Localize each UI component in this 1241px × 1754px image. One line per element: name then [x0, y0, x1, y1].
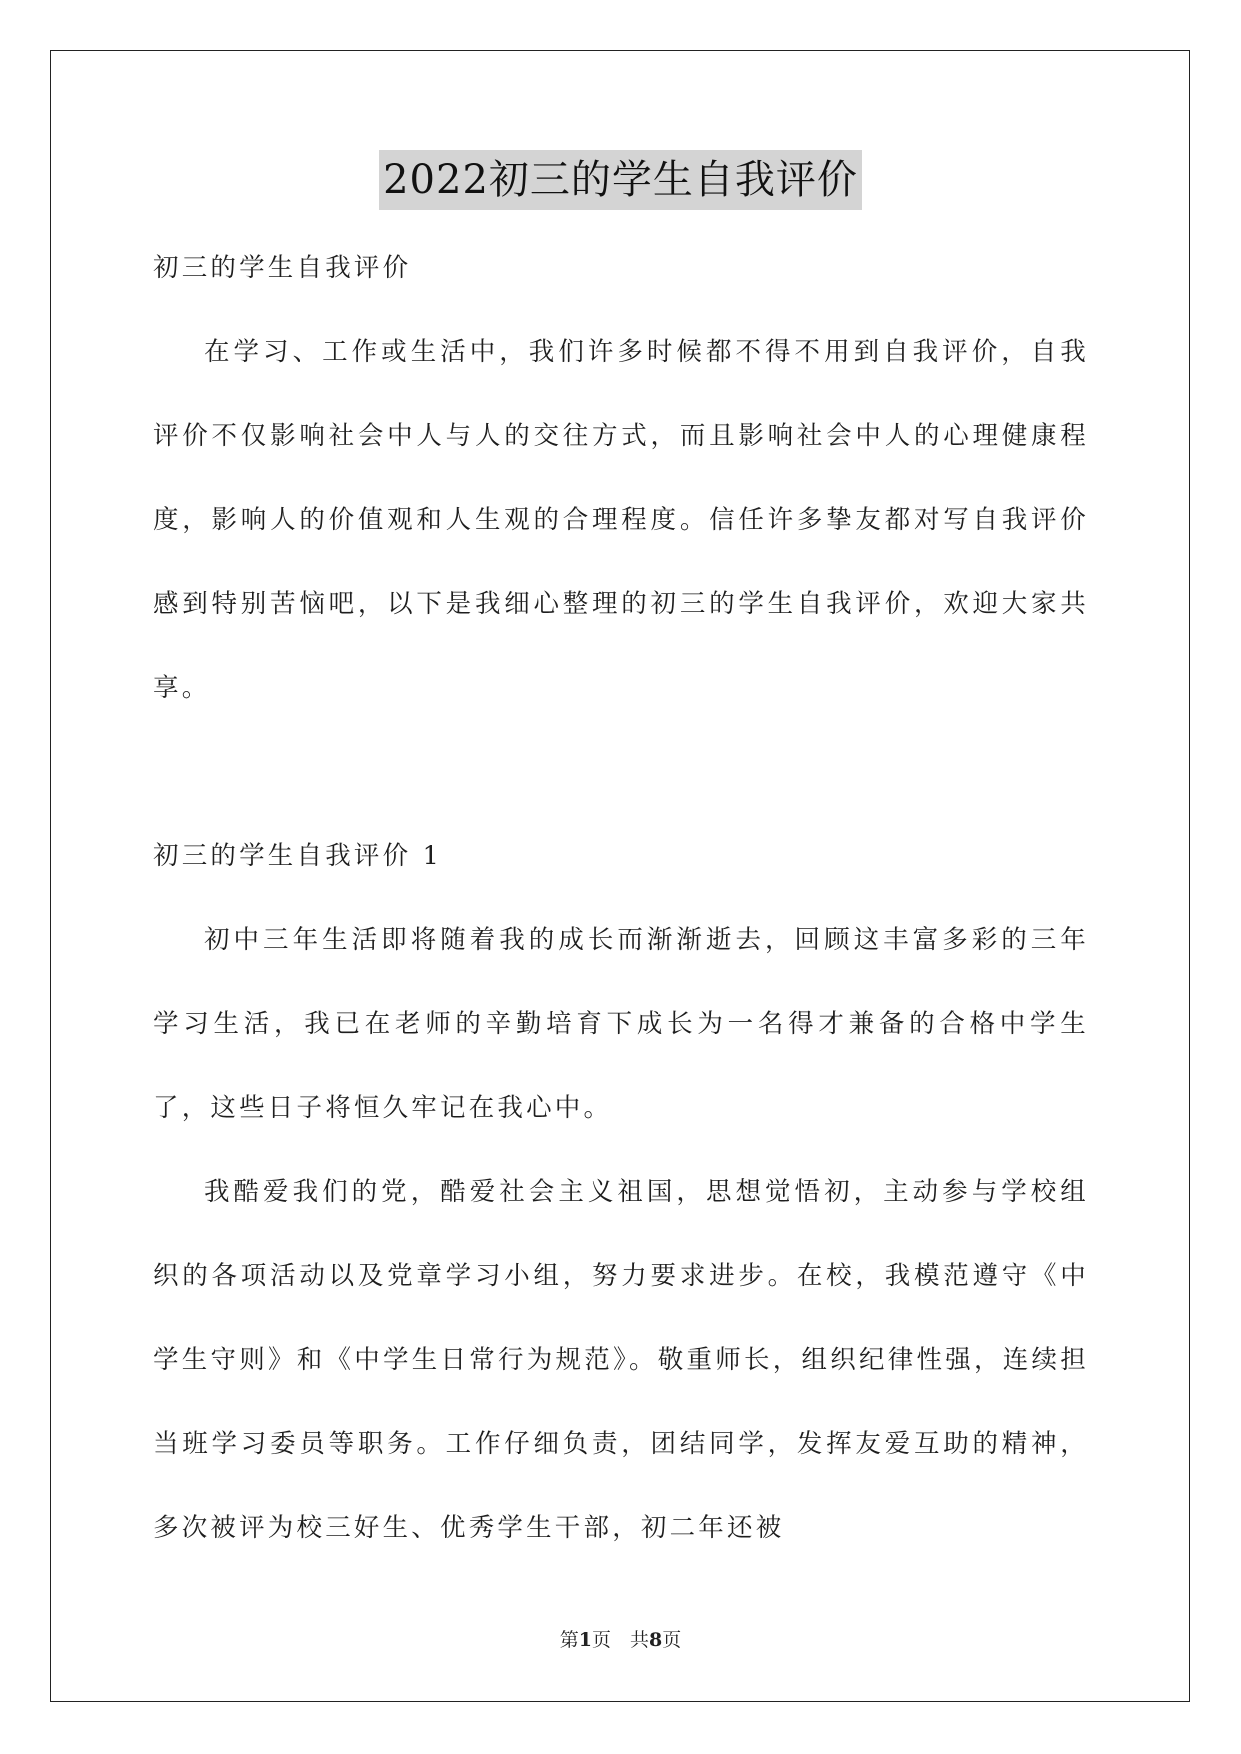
document-body: [153, 226, 1089, 1570]
document-title: 2022初三的学生自我评价: [379, 150, 862, 210]
section-heading: 初三的学生自我评价 1: [153, 841, 443, 871]
title-container: [0, 150, 1241, 210]
blank-line: [153, 730, 1089, 814]
page-suffix: 页: [662, 1629, 682, 1651]
paragraph: 在学习、工作或生活中，我们许多时候都不得不用到自我评价，自我评价不仅影响社会中人与人的交往方式，而且影响社会中人的心理健康程度，影响人的价值观和人生观的合理程度。信任许多挚友都对写自我评价感到特别苦恼吧，以下是我细心整理的初三的学生自我评价，欢迎大家共享。: [153, 337, 1089, 703]
page-prefix: 第: [559, 1629, 579, 1651]
section-heading: 初三的学生自我评价: [153, 253, 412, 283]
current-page-number: 1: [578, 1629, 592, 1651]
page-mid: 页 共: [591, 1629, 649, 1651]
total-pages-number: 8: [649, 1629, 663, 1651]
page-footer: [0, 1625, 1241, 1652]
paragraph: 我酷爱我们的党，酷爱社会主义祖国，思想觉悟初，主动参与学校组织的各项活动以及党章学习小组，努力要求进步。在校，我模范遵守《中学生守则》和《中学生日常行为规范》。敬重师长，组织纪律性强，连续担当班学习委员等职务。工作仔细负责，团结同学，发挥友爱互助的精神，多次被评为校三好生、优秀学生干部，初二年还被: [153, 1177, 1089, 1543]
paragraph: 初中三年生活即将随着我的成长而渐渐逝去，回顾这丰富多彩的三年学习生活，我已在老师的辛勤培育下成长为一名得才兼备的合格中学生了，这些日子将恒久牢记在我心中。: [153, 925, 1089, 1123]
